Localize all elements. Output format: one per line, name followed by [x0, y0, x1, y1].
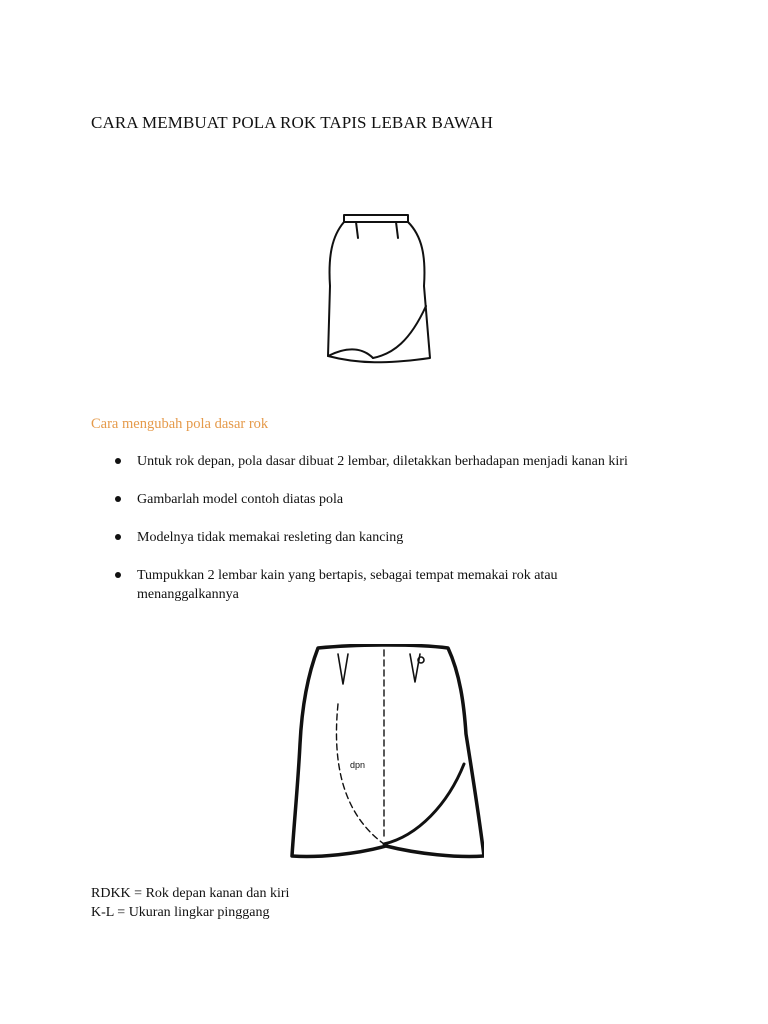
bullet-icon — [115, 496, 121, 502]
instruction-list — [113, 452, 693, 604]
list-item-text: Gambarlah model contoh diatas pola — [137, 492, 344, 507]
skirt-illustration — [318, 206, 440, 366]
list-item-text: Tumpukkan 2 lembar kain yang bertapis, sebagai tempat memakai rok atau menanggalkannya — [137, 568, 558, 602]
list-item-text: Untuk rok depan, pola dasar dibuat 2 lembar, diletakkan berhadapan menjadi kanan kiri — [137, 454, 628, 469]
note-line: K-L = Ukuran lingkar pinggang — [91, 905, 270, 920]
notes-block — [91, 884, 289, 922]
section-subheading: Cara mengubah pola dasar rok — [91, 416, 269, 432]
bullet-icon — [115, 458, 121, 464]
bullet-icon — [115, 572, 121, 578]
list-item — [113, 528, 693, 547]
note-line: RDKK = Rok depan kanan dan kiri — [91, 886, 290, 901]
list-item — [113, 490, 693, 509]
list-item — [113, 566, 577, 604]
pattern-label: dpn — [350, 760, 366, 770]
document-title: CARA MEMBUAT POLA ROK TAPIS LEBAR BAWAH — [91, 113, 493, 132]
pattern-diagram — [288, 644, 484, 860]
list-item — [113, 452, 693, 471]
list-item-text: Modelnya tidak memakai resleting dan kancing — [137, 530, 404, 545]
bullet-icon — [115, 534, 121, 540]
